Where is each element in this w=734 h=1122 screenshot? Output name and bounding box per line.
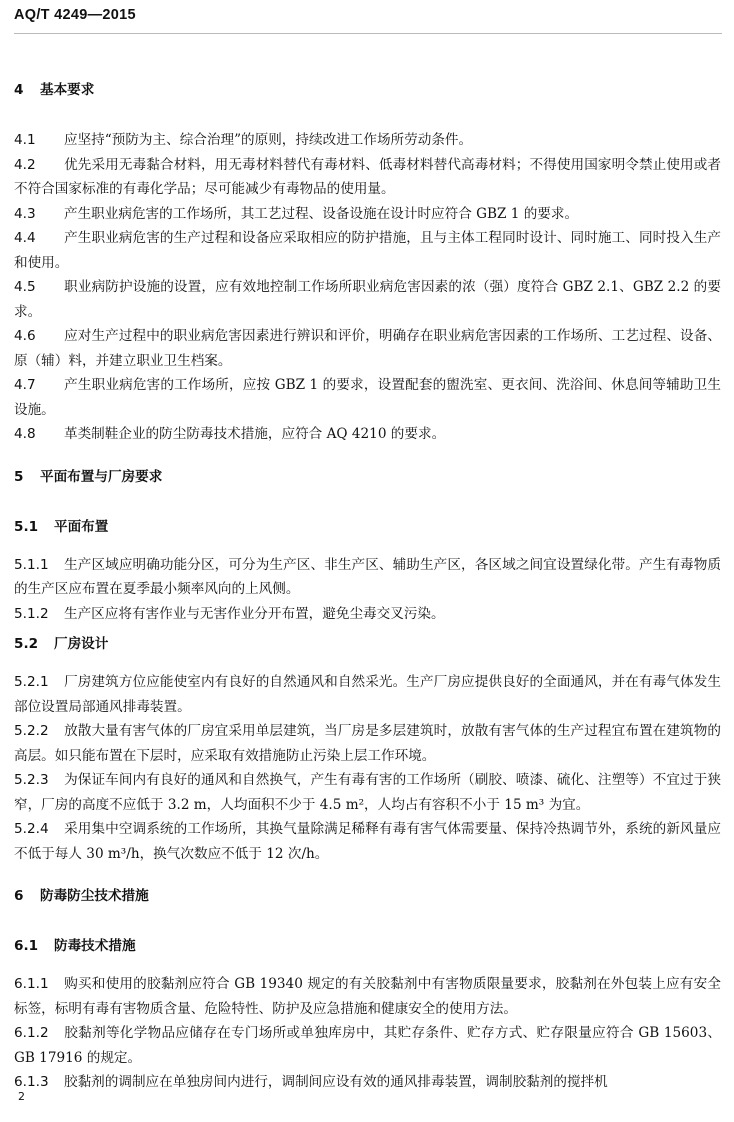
clause (14, 817, 721, 866)
section-heading (14, 465, 721, 489)
subsection-number: 5.1 (14, 518, 39, 535)
page-number: 2 (18, 1090, 25, 1103)
clause-text: 胶黏剂的调制应在单独房间内进行，调制间应设有效的通风排毒装置，调制胶黏剂的搅拌机 (64, 1074, 608, 1090)
clause-number: 5.2.1 (14, 674, 49, 690)
clause (14, 1021, 721, 1070)
clause (14, 768, 721, 817)
clause-text: 采用集中空调系统的工作场所，其换气量除满足稀释有毒有害气体需要量、保持冷热调节外，系统的新风量应不低于每人 30 m³/h，换气次数应不低于 12 次/h。 (14, 821, 721, 862)
clause-text: 产生职业病危害的工作场所，应按 GBZ 1 的要求，设置配套的盥洗室、更衣间、洗浴间、休息间等辅助卫生设施。 (14, 377, 721, 418)
clause-number: 6.1.2 (14, 1025, 49, 1041)
clause (14, 553, 721, 602)
header-rule (14, 33, 722, 34)
subsection-title: 防毒技术措施 (54, 938, 136, 954)
clause-text: 优先采用无毒黏合材料，用无毒材料替代有毒材料、低毒材料替代高毒材料；不得使用国家明令禁止使用或者不符合国家标准的有毒化学品；尽可能减少有毒物品的使用量。 (14, 156, 721, 197)
clause-text: 胶黏剂等化学物品应储存在专门场所或单独库房中，其贮存条件、贮存方式、贮存限量应符合 GB 15603、GB 17916 的规定。 (14, 1025, 721, 1066)
clause-text: 生产区域应明确功能分区，可分为生产区、非生产区、辅助生产区，各区域之间宜设置绿化带。产生有毒物质的生产区应布置在夏季最小频率风向的上风侧。 (14, 556, 721, 597)
clause (14, 275, 721, 324)
clause (14, 324, 721, 373)
subsection-heading (14, 934, 721, 958)
clause (14, 719, 721, 768)
clause-number: 4.2 (14, 156, 36, 173)
clause (14, 972, 721, 1021)
section-number: 6 (14, 888, 24, 904)
clause-text: 产生职业病危害的生产过程和设备应采取相应的防护措施，且与主体工程同时设计、同时施工、同时投入生产和使用。 (14, 230, 721, 271)
clause-text: 购买和使用的胶黏剂应符合 GB 19340 规定的有关胶黏剂中有害物质限量要求，胶黏剂在外包装上应有安全标签，标明有毒有害物质含量、危险特性、防护及应急措施和健康安全的使用方法。 (14, 976, 721, 1017)
clause (14, 153, 721, 202)
section-title: 平面布置与厂房要求 (40, 468, 163, 485)
subsection-number: 6.1 (14, 938, 39, 954)
clause-text: 职业病防护设施的设置，应有效地控制工作场所职业病危害因素的浓（强）度符合 GBZ 2.1、GBZ 2.2 的要求。 (14, 279, 721, 320)
clause-text: 为保证车间内有良好的通风和自然换气，产生有毒有害的工作场所（刷胶、喷漆、硫化、注塑等）不宜过于狭窄，厂房的高度不应低于 3.2 m，人均面积不少于 4.5 m²，人均占有容积不小于 15 m³ 为宜。 (14, 772, 721, 813)
subsection-heading (14, 632, 721, 656)
subsection-heading (14, 515, 721, 539)
subsection-title: 平面布置 (54, 518, 109, 535)
clause (14, 1070, 721, 1095)
clause-text: 应坚持“预防为主、综合治理”的原则，持续改进工作场所劳动条件。 (64, 132, 473, 148)
clause-number: 6.1.1 (14, 976, 49, 992)
clause-text: 革类制鞋企业的防尘防毒技术措施，应符合 AQ 4210 的要求。 (64, 426, 446, 442)
clause-number: 5.2.2 (14, 723, 49, 739)
section-heading (14, 884, 721, 908)
clause (14, 128, 721, 153)
clause-number: 5.1.1 (14, 556, 49, 573)
section-number: 5 (14, 468, 24, 485)
subsection-number: 5.2 (14, 636, 39, 652)
clause-number: 4.7 (14, 377, 36, 393)
clause-number: 4.5 (14, 279, 36, 295)
section-number: 4 (14, 82, 24, 98)
clause-number: 4.3 (14, 205, 36, 222)
clause-number: 4.6 (14, 328, 36, 344)
clause (14, 202, 721, 227)
clause-number: 6.1.3 (14, 1074, 49, 1090)
clause-number: 4.4 (14, 230, 36, 246)
clause (14, 226, 721, 275)
clause-text: 应对生产过程中的职业病危害因素进行辨识和评价，明确存在职业病危害因素的工作场所、工艺过程、设备、原（辅）料，并建立职业卫生档案。 (14, 328, 721, 369)
clause-number: 5.1.2 (14, 605, 49, 622)
clause (14, 670, 721, 719)
document-body (14, 78, 721, 1095)
subsection-title: 厂房设计 (54, 636, 109, 652)
clause-number: 4.8 (14, 426, 36, 442)
clause-text: 厂房建筑方位应能使室内有良好的自然通风和自然采光。生产厂房应提供良好的全面通风，并在有毒气体发生部位设置局部通风排毒装置。 (14, 674, 721, 715)
section-heading (14, 78, 721, 102)
clause (14, 373, 721, 422)
clause (14, 602, 721, 627)
clause-text: 产生职业病危害的工作场所，其工艺过程、设备设施在设计时应符合 GBZ 1 的要求。 (64, 205, 579, 222)
clause-number: 4.1 (14, 132, 36, 148)
standard-code-header: AQ/T 4249—2015 (14, 7, 136, 23)
section-title: 防毒防尘技术措施 (40, 888, 149, 904)
clause-number: 5.2.3 (14, 772, 49, 788)
clause (14, 422, 721, 447)
clause-number: 5.2.4 (14, 821, 49, 837)
section-title: 基本要求 (40, 82, 95, 98)
clause-text: 放散大量有害气体的厂房宜采用单层建筑，当厂房是多层建筑时，放散有害气体的生产过程宜布置在建筑物的高层。如只能布置在下层时，应采取有效措施防止污染上层工作环境。 (14, 723, 721, 764)
clause-text: 生产区应将有害作业与无害作业分开布置，避免尘毒交叉污染。 (64, 605, 445, 622)
